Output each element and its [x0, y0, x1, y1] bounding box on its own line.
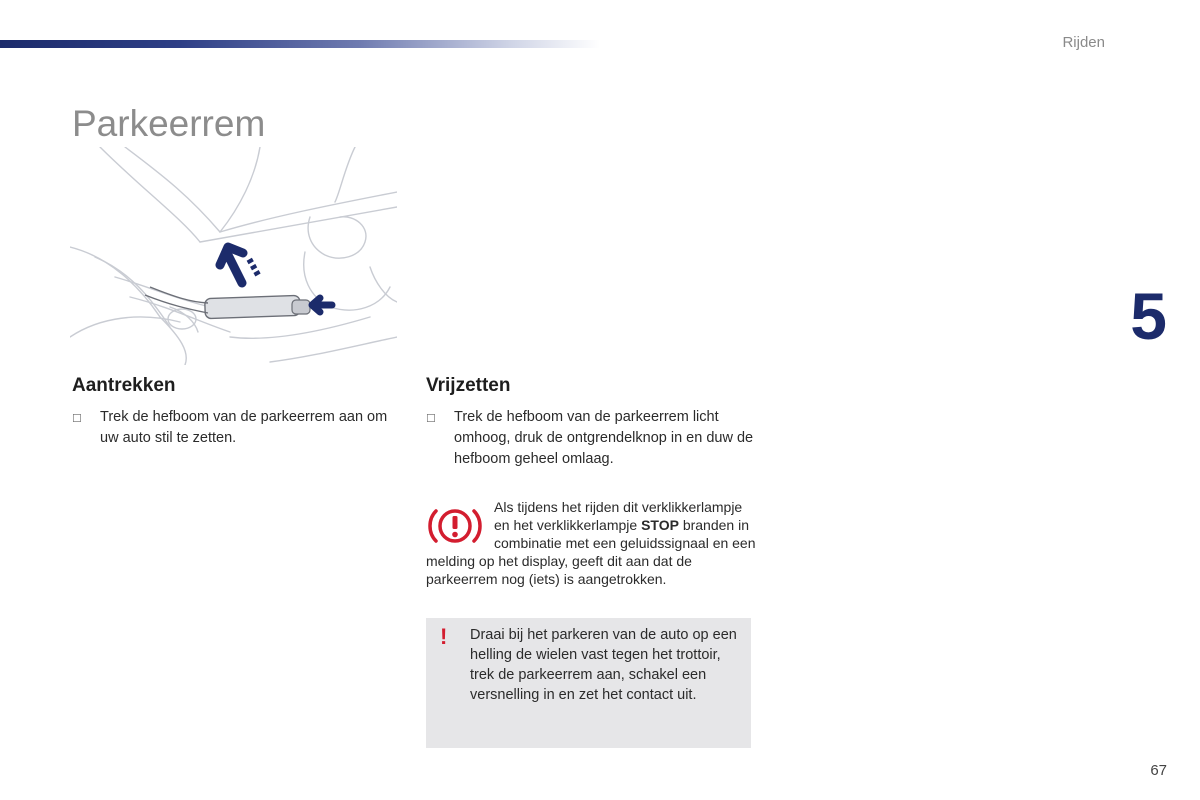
section-label: Rijden [1062, 34, 1105, 51]
note-text: Draai bij het parkeren van de auto op een helling de wielen vast tegen het trottoir, trek de parkeerrem aan, schakel een versnelling in en zet het contact uit. [470, 627, 737, 703]
header-accent-bar [0, 40, 600, 48]
apply-bullet-text: Trek de hefboom van de parkeerrem aan om uw auto stil te zetten. [100, 409, 388, 446]
release-bullet [426, 407, 756, 470]
release-section [426, 375, 756, 470]
warning-text-before: Als tijdens het rijden dit verklikkerlampje en het verklikkerlampje [494, 499, 743, 533]
chapter-number: 5 [1130, 279, 1167, 353]
apply-bullet [72, 407, 402, 449]
warning-text-after: branden in combinatie met een geluidssignaal en een melding op het display, geeft dit aan dat de parkeerrem nog (iets) is aangetrokken. [426, 517, 756, 587]
release-bullet-text: Trek de hefboom van de parkeerrem licht omhoog, druk de ontgrendelknop in en duw de hefboom geheel omlaag. [454, 409, 754, 467]
page-title: Parkeerrem [72, 102, 266, 144]
parking-brake-lever-illustration [70, 147, 397, 365]
apply-heading: Aantrekken [72, 375, 176, 396]
warning-text-stop: STOP [641, 517, 679, 533]
bullet-icon: ☐ [426, 413, 436, 425]
warning-block [426, 498, 756, 588]
note-box [426, 618, 751, 748]
brake-warning-light-icon [426, 503, 484, 549]
release-heading: Vrijzetten [426, 375, 511, 396]
bullet-icon: ☐ [72, 413, 82, 425]
page-number: 67 [1150, 762, 1167, 779]
exclamation-icon: ! [440, 624, 448, 649]
apply-section [72, 375, 402, 449]
